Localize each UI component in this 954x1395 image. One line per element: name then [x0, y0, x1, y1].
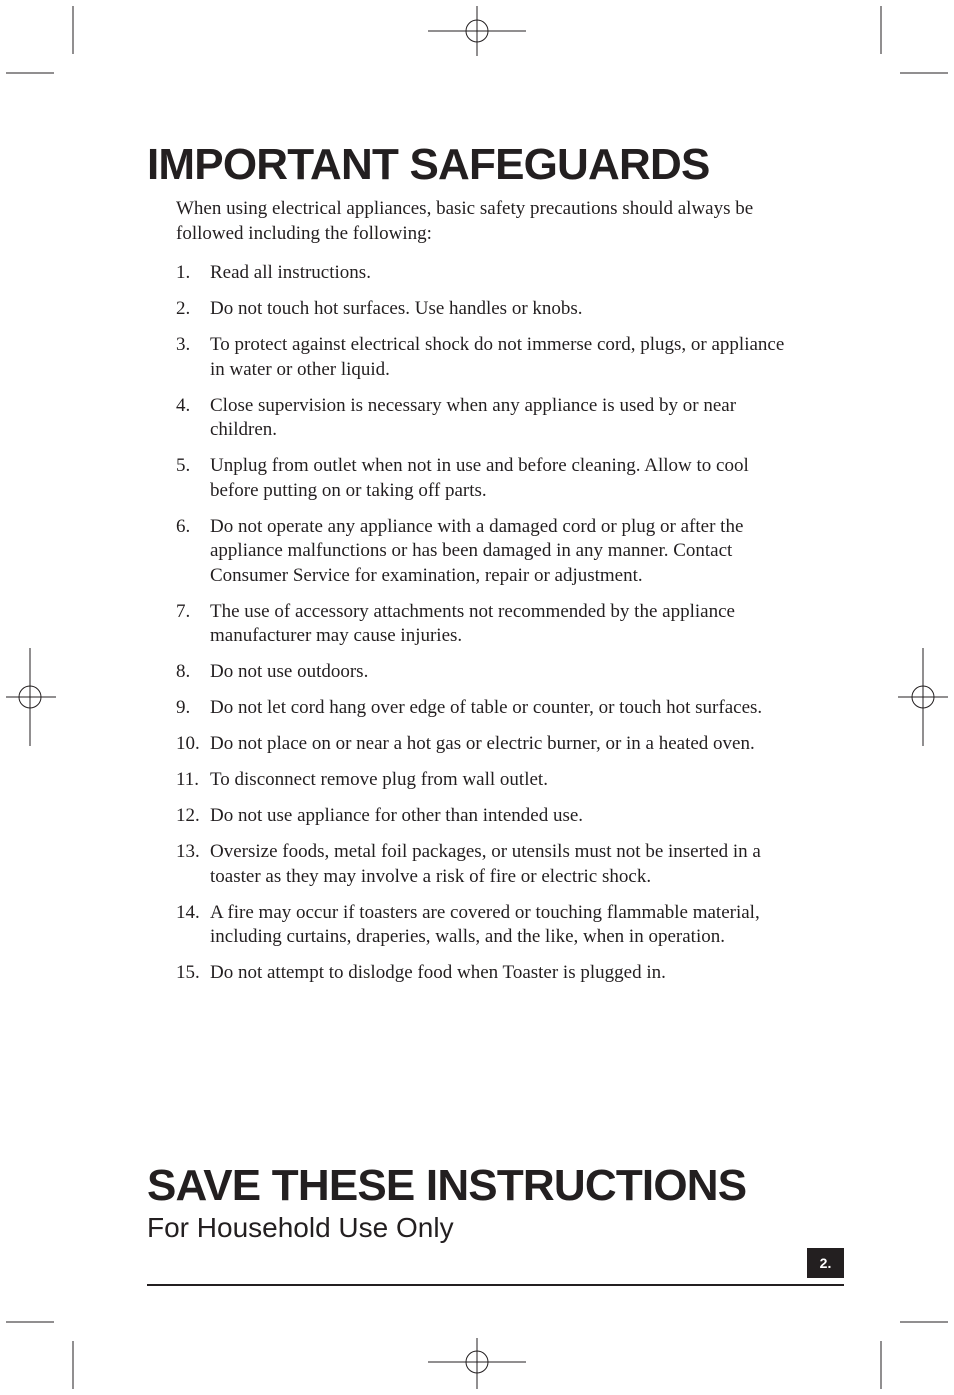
footer-rule [147, 1284, 844, 1286]
safeguard-number: 12. [176, 805, 200, 826]
safeguard-text: Oversize foods, metal foil packages, or utensils must not be inserted in a toaster as they may involve a risk of fire or electric shock. [210, 841, 761, 887]
safeguard-item [176, 768, 796, 793]
safeguard-number: 8. [176, 661, 191, 682]
safeguard-number: 11. [176, 769, 200, 790]
safeguard-item [176, 732, 796, 757]
safeguard-text: Do not touch hot surfaces. Use handles or knobs. [210, 298, 583, 319]
safeguard-item [176, 696, 796, 721]
safeguard-text: Do not place on or near a hot gas or electric burner, or in a heated oven. [210, 733, 755, 754]
safeguard-text: Do not use outdoors. [210, 661, 369, 682]
safeguard-text: Close supervision is necessary when any appliance is used by or near children. [210, 394, 737, 440]
safeguard-number: 4. [176, 394, 191, 416]
safeguard-text: Unplug from outlet when not in use and before cleaning. Allow to cool before putting on or taking off parts. [210, 455, 749, 501]
page-number-badge: 2. [807, 1248, 844, 1278]
safeguard-number: 13. [176, 841, 200, 862]
safeguard-number: 15. [176, 962, 200, 983]
safeguard-item [176, 660, 796, 685]
safeguard-number: 1. [176, 262, 191, 283]
safeguard-number: 6. [176, 515, 191, 537]
safeguard-item [176, 261, 796, 286]
safeguard-number: 14. [176, 901, 200, 923]
safeguard-text: To disconnect remove plug from wall outlet. [210, 769, 548, 790]
safeguard-number: 3. [176, 334, 191, 355]
safeguard-text: Do not attempt to dislodge food when Toaster is plugged in. [210, 962, 666, 983]
safeguard-item [176, 515, 796, 589]
safeguard-item [176, 840, 796, 889]
save-instructions-heading: SAVE THESE INSTRUCTIONS [147, 1161, 747, 1210]
page-title: IMPORTANT SAFEGUARDS [147, 140, 710, 189]
safeguard-item [176, 804, 796, 829]
safeguard-text: Do not operate any appliance with a damaged cord or plug or after the appliance malfunctions or has been damaged in any manner. Contact Consumer Service for examination, repair or adjustment. [210, 515, 744, 586]
safeguard-number: 2. [176, 298, 191, 319]
safeguard-text: To protect against electrical shock do not immerse cord, plugs, or appliance in water or other liquid. [210, 334, 785, 380]
intro-paragraph: When using electrical appliances, basic safety precautions should always be followed including the following: [176, 198, 754, 244]
safeguard-text: Read all instructions. [210, 262, 371, 283]
safeguard-item [176, 901, 796, 950]
safeguard-item [176, 394, 796, 443]
safeguard-number: 7. [176, 600, 191, 622]
safeguard-number: 10. [176, 733, 200, 754]
household-use-subheading: For Household Use Only [147, 1212, 454, 1243]
safeguard-item [176, 961, 796, 986]
safeguard-item [176, 333, 796, 382]
safeguard-text: The use of accessory attachments not recommended by the appliance manufacturer may cause injuries. [210, 600, 735, 646]
safeguard-item [176, 454, 796, 503]
safeguard-text: A fire may occur if toasters are covered or touching flammable material, including curtains, draperies, walls, and the like, when in operation. [210, 901, 760, 947]
safeguard-number: 5. [176, 455, 191, 476]
safeguard-item [176, 297, 796, 322]
safeguard-item [176, 600, 796, 649]
safeguard-number: 9. [176, 697, 191, 718]
safeguard-text: Do not let cord hang over edge of table or counter, or touch hot surfaces. [210, 697, 763, 718]
safeguards-list [176, 261, 796, 997]
safeguard-text: Do not use appliance for other than intended use. [210, 805, 584, 826]
